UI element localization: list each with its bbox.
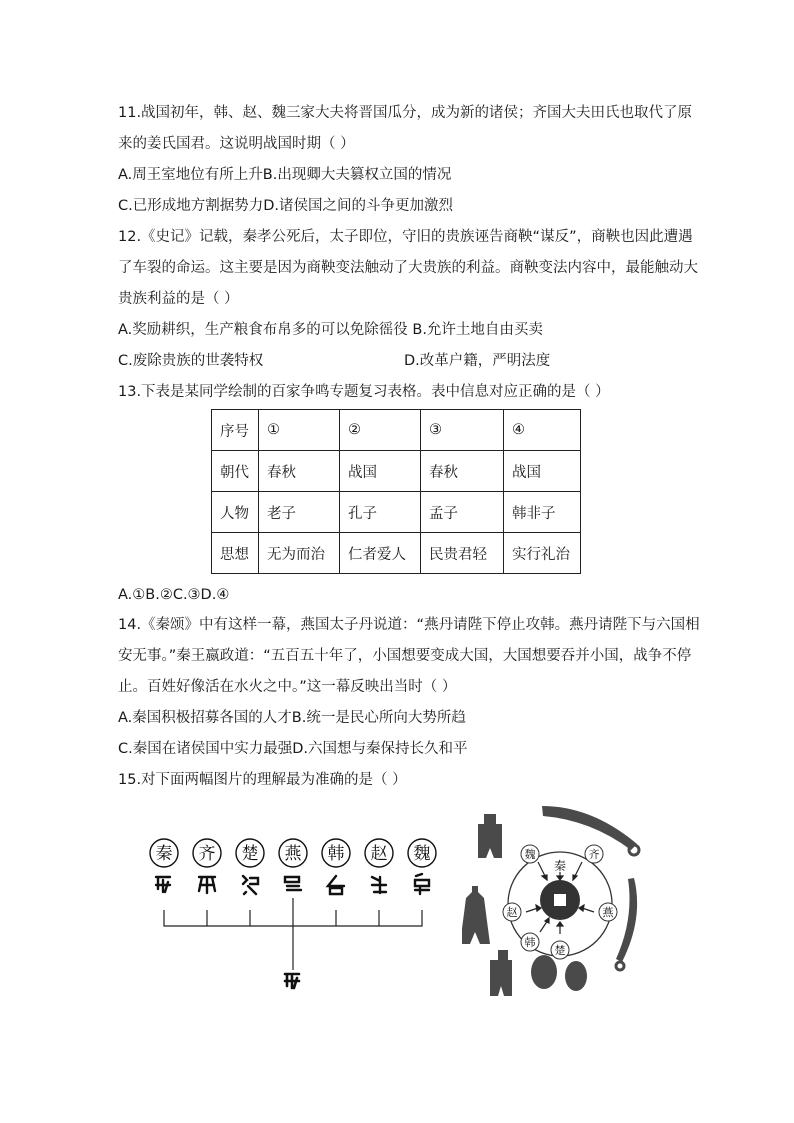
q11-options-ab: A.周王室地位有所上升B.出现卿大夫篡权立国的情况 [118, 167, 452, 183]
table-cell: 朝代 [212, 451, 259, 492]
state-circle-wei [408, 839, 436, 867]
table-cell: 实行礼治 [504, 533, 581, 574]
q12-option-d: D.改革户籍，严明法度 [404, 353, 551, 369]
ancient-glyph-qi [199, 877, 215, 893]
ancient-glyph-zhao [372, 877, 386, 893]
svg-text:齐: 齐 [588, 848, 600, 861]
table-cell: 春秋 [259, 451, 340, 492]
table-cell: ④ [504, 410, 581, 451]
state-circle-zhao [365, 839, 393, 867]
knife-coin-top-right [542, 806, 637, 850]
table-cell: 思想 [212, 533, 259, 574]
q11-stem-line2: 来的姜氏国君。这说明战国时期（ ） [118, 136, 355, 152]
coin-label-wei [521, 845, 539, 863]
spade-coin-left [462, 886, 490, 944]
table-cell: 无为而治 [259, 533, 340, 574]
table-row [212, 451, 581, 492]
table-cell: 民贵君轻 [421, 533, 504, 574]
q14-options-ab: A.秦国积极招募各国的人才B.统一是民心所向大势所趋 [118, 710, 466, 726]
state-circle-han [322, 839, 350, 867]
q12-stem-line2: 了车裂的命运。这主要是因为商鞅变法触动了大贵族的利益。商鞅变法内容中，最能触动大 [118, 260, 698, 276]
svg-text:燕: 燕 [284, 844, 302, 864]
ban-liang-coin [540, 880, 580, 920]
svg-text:齐: 齐 [198, 844, 216, 864]
svg-text:燕: 燕 [602, 906, 614, 919]
knife-coin-ring [629, 845, 639, 855]
script-unification-figure [140, 830, 440, 990]
table-cell: 春秋 [421, 451, 504, 492]
ancient-glyph-han [328, 876, 344, 894]
table-cell: 序号 [212, 410, 259, 451]
q14-options-cd: C.秦国在诸侯国中实力最强D.六国想与秦保持长久和平 [118, 741, 468, 757]
table-cell: 仁者爱人 [340, 533, 421, 574]
coin-label-han [521, 933, 539, 951]
state-circle-yan [279, 839, 307, 867]
coin-label-chu [551, 941, 569, 959]
table-cell: 韩非子 [504, 492, 581, 533]
q12-stem-line1: 12.《史记》记载，秦孝公死后，太子即位，守旧的贵族诬告商鞅“谋反”，商鞅也因此遭遇 [118, 229, 693, 245]
table-cell: ① [259, 410, 340, 451]
q13-options: A.①B.②C.③D.④ [118, 587, 230, 603]
table-row [212, 533, 581, 574]
q14-stem-line3: 止。百姓好像活在水火之中。”这一幕反映出当时（ ） [118, 679, 457, 695]
q12-stem-line3: 贵族利益的是（ ） [118, 291, 239, 307]
table-cell: 孟子 [421, 492, 504, 533]
svg-text:秦: 秦 [553, 859, 567, 873]
unified-seal-glyph [285, 974, 299, 988]
state-circle-qi [193, 839, 221, 867]
spade-coin-top-left [478, 814, 502, 858]
svg-text:楚: 楚 [554, 944, 566, 957]
q12-option-c: C.废除贵族的世袭特权 [118, 353, 264, 369]
q13-table [211, 409, 581, 574]
q12-options-ab: A.奖励耕织，生产粮食布帛多的可以免除徭役 B.允许土地自由买卖 [118, 322, 543, 338]
knife-coin-ring-right [616, 962, 624, 970]
q13-stem: 13.下表是某同学绘制的百家争鸣专题复习表格。表中信息对应正确的是（ ） [118, 384, 610, 400]
svg-text:魏: 魏 [413, 844, 431, 864]
svg-text:赵: 赵 [506, 906, 518, 919]
ancient-glyph-yan [285, 877, 301, 890]
ancient-glyph-qin [156, 877, 170, 892]
ancient-glyph-chu [243, 876, 258, 894]
q11-stem-line1: 11.战国初年，韩、赵、魏三家大夫将晋国瓜分，成为新的诸侯；齐国大夫田氏也取代了原 [118, 105, 693, 121]
ant-nose-coin-2 [565, 961, 587, 991]
svg-text:韩: 韩 [524, 936, 536, 949]
table-cell: 人物 [212, 492, 259, 533]
table-cell: 战国 [504, 451, 581, 492]
table-cell: ② [340, 410, 421, 451]
svg-text:赵: 赵 [370, 844, 388, 864]
table-cell: ③ [421, 410, 504, 451]
table-row [212, 410, 581, 451]
connector-bracket [164, 898, 422, 970]
coin-label-zhao [503, 903, 521, 921]
q14-stem-line1: 14.《秦颂》中有这样一幕，燕国太子丹说道：“燕丹请陛下停止攻韩。燕丹请陛下与六国相 [118, 617, 700, 633]
svg-text:魏: 魏 [524, 848, 536, 861]
svg-text:秦: 秦 [155, 844, 173, 864]
coin-label-yan [599, 903, 617, 921]
state-circle-qin [150, 839, 178, 867]
ancient-glyph-wei [415, 874, 429, 894]
table-row [212, 492, 581, 533]
svg-text:韩: 韩 [327, 844, 345, 864]
table-cell: 孔子 [340, 492, 421, 533]
q15-stem: 15.对下面两幅图片的理解最为准确的是（ ） [118, 772, 407, 788]
q11-options-cd: C.已形成地方割据势力D.诸侯国之间的斗争更加激烈 [118, 198, 454, 214]
coin-label-qin [554, 859, 566, 873]
spade-coin-bottom-left [490, 950, 512, 996]
knife-coin-right [616, 878, 637, 962]
coin-label-qi [585, 845, 603, 863]
currency-unification-figure [462, 800, 648, 1000]
q14-stem-line2: 安无事。”秦王嬴政道：“五百五十年了，小国想要变成大国，大国想要吞并小国，战争不停 [118, 648, 692, 664]
svg-text:楚: 楚 [241, 844, 259, 864]
ancient-glyphs [156, 874, 429, 894]
state-circle-chu [236, 839, 264, 867]
table-cell: 老子 [259, 492, 340, 533]
table-cell: 战国 [340, 451, 421, 492]
ant-nose-coin-1 [531, 955, 557, 989]
